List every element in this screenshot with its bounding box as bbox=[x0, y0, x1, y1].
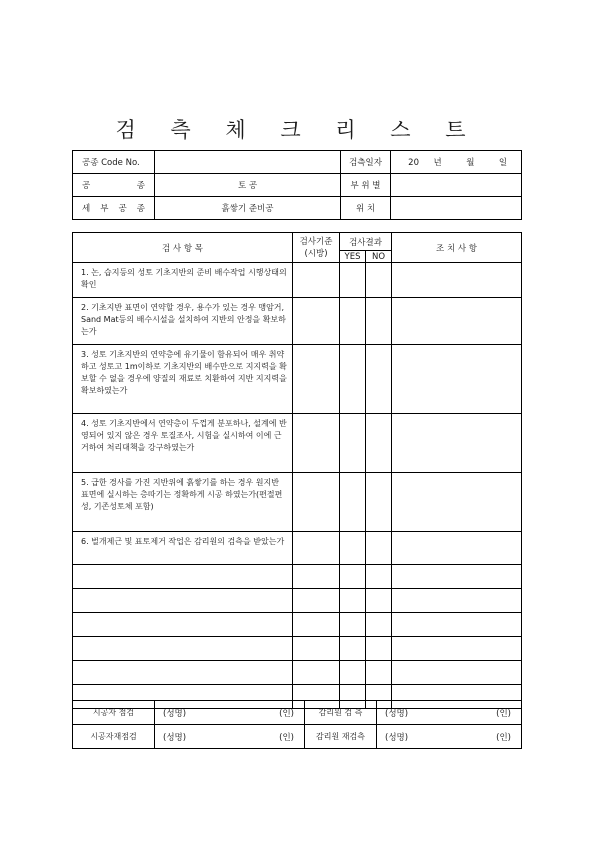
table-row bbox=[73, 298, 522, 345]
supervisor-recheck-label: 감리원 재검측 bbox=[305, 725, 377, 749]
no-cell[interactable] bbox=[366, 414, 392, 473]
criteria-cell[interactable] bbox=[293, 637, 340, 661]
table-row bbox=[73, 345, 522, 414]
seal-mark: (인) bbox=[279, 733, 294, 743]
checklist-item: 3. 성토 기초지반의 연약층에 유기물이 함유되어 매우 취약하고 성토고 1m이하로 기초지반의 배수만으로 지지력을 확보할 수 없을 경우에 양질의 재료로 치환하여 지반 지지력을 확보하였는가 bbox=[73, 345, 293, 414]
empty-item-cell[interactable] bbox=[73, 589, 293, 613]
checklist-item: 1. 논, 습지등의 성토 기초지반의 준비 배수작업 시행상태의 확인 bbox=[73, 263, 293, 298]
empty-row bbox=[73, 613, 522, 637]
name-placeholder: (성명) bbox=[163, 733, 187, 743]
info-table bbox=[72, 150, 522, 220]
no-cell[interactable] bbox=[366, 589, 392, 613]
criteria-cell[interactable] bbox=[293, 298, 340, 345]
no-cell[interactable] bbox=[366, 532, 392, 565]
header-item: 검 사 항 목 bbox=[73, 233, 293, 263]
work-label: 공 종 bbox=[73, 174, 155, 197]
part-label: 부 위 별 bbox=[341, 174, 391, 197]
date-year-suffix: 년 bbox=[433, 158, 442, 168]
criteria-cell[interactable] bbox=[293, 532, 340, 565]
criteria-cell[interactable] bbox=[293, 661, 340, 685]
empty-item-cell[interactable] bbox=[73, 637, 293, 661]
yes-cell[interactable] bbox=[340, 298, 366, 345]
table-row bbox=[73, 473, 522, 532]
yes-cell[interactable] bbox=[340, 263, 366, 298]
contractor-signature-field[interactable] bbox=[155, 701, 305, 725]
no-cell[interactable] bbox=[366, 298, 392, 345]
code-label: 공종 Code No. bbox=[73, 151, 155, 174]
yes-cell[interactable] bbox=[340, 414, 366, 473]
no-cell[interactable] bbox=[366, 565, 392, 589]
criteria-cell[interactable] bbox=[293, 613, 340, 637]
part-value[interactable] bbox=[391, 174, 522, 197]
criteria-cell[interactable] bbox=[293, 345, 340, 414]
action-cell[interactable] bbox=[392, 473, 522, 532]
supervisor-signature-field[interactable] bbox=[377, 701, 522, 725]
yes-cell[interactable] bbox=[340, 589, 366, 613]
date-month: 월 bbox=[466, 158, 475, 168]
empty-row bbox=[73, 565, 522, 589]
checklist-table bbox=[72, 232, 522, 709]
action-cell[interactable] bbox=[392, 613, 522, 637]
no-cell[interactable] bbox=[366, 661, 392, 685]
no-cell[interactable] bbox=[366, 637, 392, 661]
action-cell[interactable] bbox=[392, 532, 522, 565]
action-cell[interactable] bbox=[392, 589, 522, 613]
checklist-item: 2. 기초지반 표면이 연약할 경우, 용수가 있는 경우 맹암거, Sand Mat등의 배수시설을 설치하여 지반의 안정을 확보하는가 bbox=[73, 298, 293, 345]
no-cell[interactable] bbox=[366, 263, 392, 298]
action-cell[interactable] bbox=[392, 263, 522, 298]
action-cell[interactable] bbox=[392, 565, 522, 589]
table-row bbox=[73, 263, 522, 298]
criteria-cell[interactable] bbox=[293, 589, 340, 613]
work-value[interactable]: 토 공 bbox=[155, 174, 341, 197]
header-no: NO bbox=[366, 251, 392, 263]
header-yes: YES bbox=[340, 251, 366, 263]
checklist-item: 6. 벌개제근 및 표토제거 작업은 감리원의 검측을 받았는가 bbox=[73, 532, 293, 565]
contractor-recheck-label: 시공자재점검 bbox=[73, 725, 155, 749]
name-placeholder: (성명) bbox=[385, 709, 409, 719]
supervisor-check-label: 감리원 검 측 bbox=[305, 701, 377, 725]
detail-value[interactable]: 흙쌓기 준비공 bbox=[155, 197, 341, 220]
action-cell[interactable] bbox=[392, 637, 522, 661]
yes-cell[interactable] bbox=[340, 473, 366, 532]
no-cell[interactable] bbox=[366, 345, 392, 414]
name-placeholder: (성명) bbox=[163, 709, 187, 719]
date-day: 일 bbox=[498, 158, 508, 168]
criteria-cell[interactable] bbox=[293, 473, 340, 532]
table-row bbox=[73, 532, 522, 565]
date-value[interactable] bbox=[391, 151, 522, 174]
date-label: 검측일자 bbox=[341, 151, 391, 174]
header-criteria: 검사기준 (시방) bbox=[293, 233, 340, 263]
empty-item-cell[interactable] bbox=[73, 613, 293, 637]
no-cell[interactable] bbox=[366, 613, 392, 637]
empty-item-cell[interactable] bbox=[73, 661, 293, 685]
action-cell[interactable] bbox=[392, 661, 522, 685]
date-year: 20 bbox=[408, 158, 419, 168]
yes-cell[interactable] bbox=[340, 637, 366, 661]
contractor-check-label: 시공자 점검 bbox=[73, 701, 155, 725]
criteria-cell[interactable] bbox=[293, 565, 340, 589]
criteria-cell[interactable] bbox=[293, 263, 340, 298]
name-placeholder: (성명) bbox=[385, 733, 409, 743]
detail-label: 세 부 공 종 bbox=[73, 197, 155, 220]
empty-item-cell[interactable] bbox=[73, 565, 293, 589]
seal-mark: (인) bbox=[496, 733, 511, 743]
seal-mark: (인) bbox=[496, 709, 511, 719]
checklist-item: 4. 성토 기초지반에서 연약층이 두껍게 분포하나, 설계에 반영되어 있지 않은 경우 토질조사, 시험을 실시하여 이에 근거하여 처리대책을 강구하였는가 bbox=[73, 414, 293, 473]
empty-row bbox=[73, 661, 522, 685]
yes-cell[interactable] bbox=[340, 345, 366, 414]
yes-cell[interactable] bbox=[340, 532, 366, 565]
yes-cell[interactable] bbox=[340, 613, 366, 637]
action-cell[interactable] bbox=[392, 345, 522, 414]
page-title: 검 측 체 크 리 스 트 bbox=[115, 118, 480, 142]
yes-cell[interactable] bbox=[340, 565, 366, 589]
seal-mark: (인) bbox=[279, 709, 294, 719]
location-label: 위 치 bbox=[341, 197, 391, 220]
empty-row bbox=[73, 589, 522, 613]
action-cell[interactable] bbox=[392, 414, 522, 473]
signature-table bbox=[72, 700, 522, 749]
checklist-item: 5. 급한 경사를 가진 지반위에 흙쌓기를 하는 경우 원지반 표면에 실시하는 층따기는 정확하게 시공 하였는가(편절편성, 기존성토체 포함) bbox=[73, 473, 293, 532]
contractor-recheck-signature-field[interactable] bbox=[155, 725, 305, 749]
location-value[interactable] bbox=[391, 197, 522, 220]
action-cell[interactable] bbox=[392, 298, 522, 345]
no-cell[interactable] bbox=[366, 473, 392, 532]
header-result: 검사결과 bbox=[340, 233, 392, 251]
header-action: 조 치 사 항 bbox=[392, 233, 522, 263]
criteria-cell[interactable] bbox=[293, 414, 340, 473]
table-row bbox=[73, 414, 522, 473]
yes-cell[interactable] bbox=[340, 661, 366, 685]
supervisor-recheck-signature-field[interactable] bbox=[377, 725, 522, 749]
empty-row bbox=[73, 637, 522, 661]
code-value[interactable] bbox=[155, 151, 341, 174]
